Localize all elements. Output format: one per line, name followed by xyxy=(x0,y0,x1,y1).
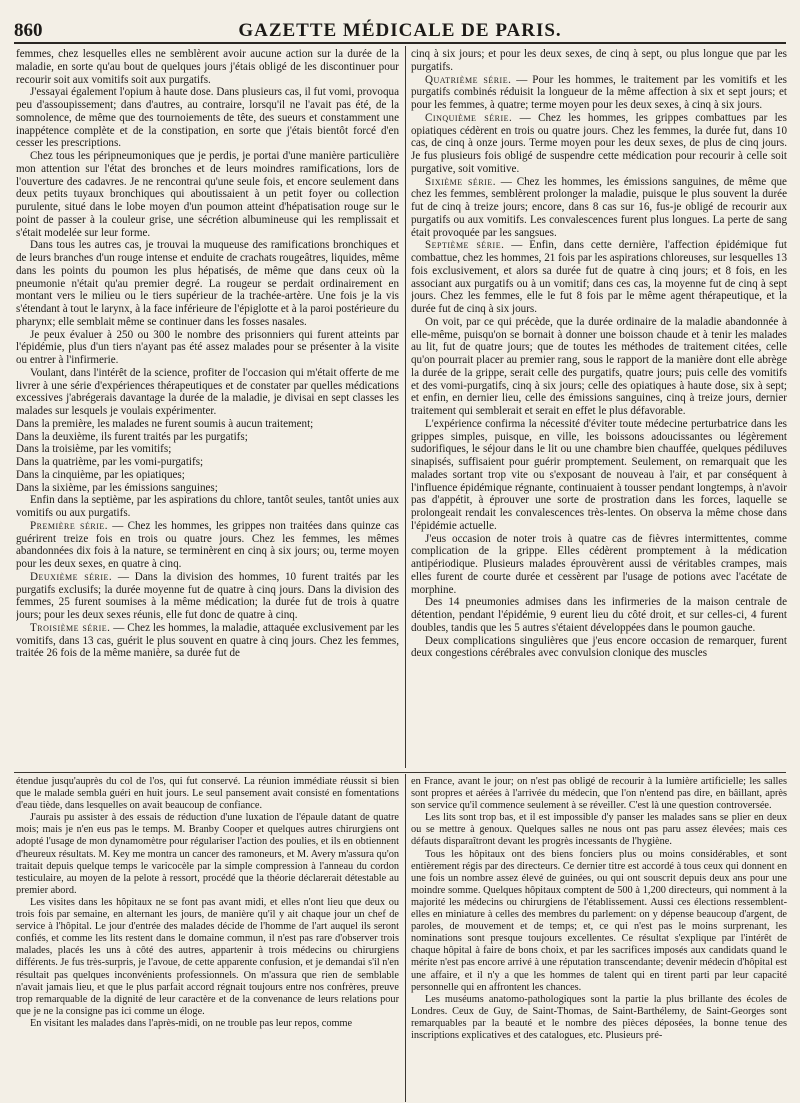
series-paragraph xyxy=(16,571,399,622)
section-divider xyxy=(14,772,786,773)
paragraph: On voit, par ce qui précède, que la durée ordinaire de la maladie abandonnée à elle-même, puisqu'on se bornait à donner une boisson chaude et à tenir les malades au lit, fut de quatre jours; que de toutes les méthodes de traitement citées, celle qu'on pourrait placer au premier rang, sous le rapport de la manière dont elle abrège la durée de la grippe, serait celle des purgatifs, quatre jours; puis celle des vomitifs et des vomi-purgatifs, cinq à six jours; celle des opiatiques à haute dose, six à sept; et enfin, en dernier lieu, celle des émissions sanguines, cinq à treize jours, dernier traitement qui semblerait et serait en effet le plus défavorable. xyxy=(411,315,787,417)
page-header xyxy=(14,16,786,44)
class-item: Dans la quatrième, par les vomi-purgatifs; xyxy=(16,456,204,468)
paragraph: Les visites dans les hôpitaux ne se font pas avant midi, et elles n'ont lieu que deux ou trois fois par semaine, en alternant les jours, de manière qu'il y ait chaque jour un chef de service à l'hôpital. Le jour d'entrée des malades décide de l'homme de l'art auquel ils seront confiés, et comme les lits restent dans le domaine commun, il n'est pas rare d'observer trois malades, placés les uns à côté des autres, appartenir à trois médecins ou chirurgiens différents. Je fus très-surpris, je l'avoue, de cette apparente confusion, et je demandai s'il n'en résultait pas quelques inconvénients professionnels. On m'assura que rien de semblable n'avait jamais lieu, et que le plus parfait accord régnait toujours entre nos confrères, preuve trop remarquable de la dignité de leur caractère et de la convenance de leurs relations pour que je ne la consigne pas ici comme un éloge. xyxy=(16,896,399,1017)
series-text: — Chez les hommes, les émissions sanguines, de même que chez les femmes, semblèrent prolonger la maladie, puisque le plus souvent la durée fut de cinq à treize jours; encore, dans 8 cas sur 16, fus-je obligé de recourir aux purgatifs ou aux vomitifs. Les convalescences furent plus longues. La perte de sang était provoquée par les sangsues. xyxy=(411,175,787,239)
class-item: Dans la troisième, par les vomitifs; xyxy=(16,443,172,456)
series-label: Première série. xyxy=(30,519,109,532)
series-label: Sixième série. xyxy=(425,175,496,188)
series-text: — Chez les hommes, les grippes combattues par les opiatiques cédèrent en trois ou quatre jours. Chez les femmes, la durée fut, dans 10 cas, de cinq à onze jours. Terme moyen pour les deux sexes, de plus de cinq jours. Je fus plusieurs fois obligé de suspendre cette médication pour recourir à celle soit purgative, soit vomitive. xyxy=(411,111,787,175)
series-paragraph xyxy=(411,239,787,316)
lower-right-column xyxy=(411,776,787,1100)
lower-column-divider xyxy=(405,774,406,1102)
paragraph: cinq à six jours; et pour les deux sexes, de cinq à sept, ou plus longue que par les purgatifs. xyxy=(411,48,787,73)
page-number: 860 xyxy=(14,20,43,41)
series-label: Deuxième série. xyxy=(30,570,113,583)
paragraph: J'essayai également l'opium à haute dose. Dans plusieurs cas, il fut vomi, provoqua peu d'assoupissement; dans d'autres, au contraire, lorsqu'il ne l'avait pas été, de la somnolence, de même que des tournoiements de tête, des sueurs et constamment une inappétence complète et de la constipation, en sorte que j'étais bientôt forcé d'en cesser les prescriptions. xyxy=(16,86,399,150)
series-label: Cinquième série. xyxy=(425,111,513,124)
paragraph: Chez tous les péripneumoniques que je perdis, je portai d'une manière particulière mon attention sur l'état des bronches et de leurs moindres ramifications, lors de l'ouverture des cadavres. Je ne rencontrai qu'une seule fois, et encore seulement dans deux petits tuyaux bronchiques qui aboutissaient à un petit foyer ou collection purulente, situé dans le lobe moyen d'un poumon atteint d'hépatisation rouge sur le point de passer à la couleur grise, une sécrétion albumineuse qui les remplissait et s'était modelée sur leur forme. xyxy=(16,150,399,239)
series-label: Quatrième série. xyxy=(425,73,512,86)
paragraph: J'aurais pu assister à des essais de réduction d'une luxation de l'épaule datant de quatre mois; mais je n'en eus pas le temps. M. Branby Cooper et quelques autres chirurgiens ont adopté l'usage de mon dynamomètre pour régulariser l'action des poulies, et ils en obtiennent d'heureux résultats. M. Key me montra un cancer des ramoneurs, et M. Avery m'assura qu'on traitait depuis quelque temps le varicocèle par la simple compression à l'anneau du cordon testiculaire, au moyen de la pelote à ressort, procédé que la théorie déclarerait détestable au premier abord. xyxy=(16,812,399,896)
series-text: — Chez les hommes, les grippes non traitées dans quinze cas guérirent treize fois en trois ou quatre jours. Chez les femmes, les mêmes abandonnées dix fois à la nature, se terminèrent en cinq à six jours; ou, terme moyen pour les deux sexes, en quatre à cinq. xyxy=(16,519,399,570)
series-label: Septième série. xyxy=(425,239,505,252)
upper-left-column xyxy=(16,48,399,766)
series-text: — Chez les hommes, la maladie, attaquée exclusivement par les vomitifs, dans 13 cas, guérit le plus souvent en quatre à cinq jours. Chez les femmes, traitée 26 fois de la même manière, sa durée fut de xyxy=(16,621,399,660)
paragraph: femmes, chez lesquelles elles ne semblèrent avoir aucune action sur la durée de la maladie, en sorte qu'au bout de quelques jours j'étais obligé de les discontinuer pour recourir soit aux vomitifs soit aux purgatifs. xyxy=(16,48,399,86)
paragraph: Des 14 pneumonies admises dans les infirmeries de la maison centrale de détention, pendant l'épidémie, 9 eurent lieu du côté droit, et sur celles-ci, 4 furent doubles, tandis que les 5 autres s'étaient développées dans le poumon gauche. xyxy=(411,596,787,634)
upper-column-divider xyxy=(405,46,406,768)
journal-title: GAZETTE MÉDICALE DE PARIS. xyxy=(238,20,562,41)
series-paragraph xyxy=(411,112,787,176)
paragraph: Tous les hôpitaux ont des biens fonciers plus ou moins considérables, et sont entièrement régis par des directeurs. Ce dernier titre est accordé à tous ceux qui donnent en une fois un nombre assez élevé de guinées, ou qui ont souscrit depuis deux ans pour une moindre somme. Quelques hôpitaux comptent de 500 à 1,200 directeurs, qui nomment à la majorité les médecins ou chirurgiens de l'établissement. Aussi ces élections ressemblent-elles en miniature à celles des membres du parlement: on y dépense beaucoup d'argent, de paroles, de mouvement et de temps; et, ce qui n'est pas le moins surprenant, les nominations sont presque toujours excellentes. Ce résultat s'explique par l'intérêt de chaque hôpital à faire de bons choix, et par les sacrifices imposés aux candidats quand le mérite n'est pas encore arrivé à une réputation transcendante; devenir médecin d'hôpital est une affaire, et il n'y a que les hommes de talent qui en tirent parti par leur capacité personnelle qui en affrontent les chances. xyxy=(411,848,787,993)
class-item: Dans la première, les malades ne furent soumis à aucun traitement; xyxy=(16,417,314,430)
class-item: Dans la deuxième, ils furent traités par les purgatifs; xyxy=(16,430,248,443)
paragraph: Deux complications singulières que j'eus encore occasion de remarquer, furent deux congestions cérébrales avec convulsion clonique des muscles xyxy=(411,634,787,660)
paragraph: En visitant les malades dans l'après-midi, on ne trouble pas leur repos, comme xyxy=(30,1017,353,1029)
series-text: — Dans la division des hommes, 10 furent traités par les purgatifs exclusifs; la durée moyenne fut de quatre à cinq jours. Dans la division des femmes, 25 furent soumises à la même médication; la durée fut de trois à quatre jours; pour les deux sexes réunis, elle fut donc de quatre à cinq. xyxy=(16,570,399,621)
series-text: — Pour les hommes, le traitement par les vomitifs et les purgatifs combinés réduisit la longueur de la même affection à six et sept jours; et pour les femmes, à quatre; terme moyen pour les deux sexes, à cinq à six jours. xyxy=(411,73,787,111)
class-item: Enfin dans la septième, par les aspirations du chlore, tantôt seules, tantôt unies aux vomitifs ou aux purgatifs. xyxy=(16,494,399,519)
paragraph: étendue jusqu'auprès du col de l'os, qui fut conservé. La réunion immédiate réussit si bien que le malade sembla guéri en huit jours. Le seul pansement avait consisté en fomentations d'eau tiède, dans lesquelles on avait beaucoup de confiance. xyxy=(16,776,399,812)
class-item: Dans la sixième, par les émissions sanguines; xyxy=(16,481,218,494)
paragraph: Voulant, dans l'intérêt de la science, profiter de l'occasion qui m'était offerte de me livrer à une série d'expériences thérapeutiques et de constater par quelles médications excessives j'abrégerais davantage la durée de la maladie, je divisai en sept classes les malades sur lesquels je voulais expérimenter. xyxy=(16,366,399,417)
upper-right-column xyxy=(411,48,787,766)
series-paragraph xyxy=(411,74,787,112)
series-paragraph xyxy=(411,176,787,240)
lower-left-column xyxy=(16,776,399,1100)
paragraph: Les muséums anatomo-pathologiques sont la partie la plus brillante des écoles de Londres. Ceux de Guy, de Saint-Thomas, de Saint-Barthélemy, de Saint-Georges sont remarquables par la beauté et le nombre des pièces déposées, la bonne tenue des inscriptions explicatives et des catalogues, etc. Plusieurs pré- xyxy=(411,993,787,1041)
paragraph: Dans tous les autres cas, je trouvai la muqueuse des ramifications bronchiques et de leurs branches d'un rouge intense et enduite de crachats rougeâtres, liquides, même dans les points du poumon les plus hépatisés, de même que dans ceux où la pneumonie n'était qu'au premier degré. La rougeur se perdait ordinairement en montant vers le milieu ou le tiers supérieur de la trachée-artère. Une fois je la vis s'étendant à tout le larynx, à la face inférieure de l'épiglotte et à la paroi postérieure du pharynx; elle semblait même se continuer dans les fosses nasales. xyxy=(16,239,399,328)
series-label: Troisième série. xyxy=(30,621,111,634)
paragraph: L'expérience confirma la nécessité d'éviter toute médecine perturbatrice dans les grippes simples, puisque, en ville, les boissons adoucissantes ou légèrement sudorifiques, le séjour dans le lit ou une chambre bien chauffée, quelques pédiluves sinapisés, suffisaient pour guérir promptement. Seulement, on remarquait que les malades sortant trop vite ou s'exposant de nouveau à l'air, et par conséquent à l'influence épidémique régnante, continuaient à tousser pendant longtemps, à n'avoir pas d'appétit, à éprouver une sorte de prostration dans les forces, laquelle se prolongeait rendait les convalescences très-lentes. On observa la même chose dans l'épidémie actuelle. xyxy=(411,417,787,532)
series-paragraph xyxy=(16,622,399,660)
series-paragraph xyxy=(16,520,399,571)
series-text: — Enfin, dans cette dernière, l'affection épidémique fut combattue, chez les hommes, 21 fois par les aspirations chloreuses, sur lesquelles 13 fois exclusivement, et alors sa durée fut de quatre à cinq jours; et 8 fois, en les associant aux purgatifs ou à un vomitif; dans ces cas, la moyenne fut de cinq à sept jours. Chez les femmes, elle le fut 8 fois par le même agent thérapeutique, et la durée fut de cinq à six jours. xyxy=(411,239,787,315)
class-item: Dans la cinquième, par les opiatiques; xyxy=(16,468,185,481)
paragraph: Je peux évaluer à 250 ou 300 le nombre des prisonniers qui furent atteints par l'épidémie, plus d'un tiers n'ayant pas été assez malades pour se présenter à la visite ou entrer à l'infirmerie. xyxy=(16,328,399,366)
paragraph: J'eus occasion de noter trois à quatre cas de fièvres intermittentes, comme complication de la grippe. Elles cédèrent promptement à la médication antipériodique. Plusieurs malades éprouvèrent aussi de véritables crampes, mais elles furent de courte durée et cessèrent par l'usage de potions avec l'acétate de morphine. xyxy=(411,532,787,596)
paragraph: Les lits sont trop bas, et il est impossible d'y panser les malades sans se plier en deux ou se mettre à genoux. Quelques salles ne nous ont pas paru assez élevées; mais ces défauts disparaîtront devant les progrès incessants de l'hygiène. xyxy=(411,812,787,848)
paragraph: en France, avant le jour; on n'est pas obligé de recourir à la lumière artificielle; les salles sont propres et aérées à l'arrivée du médecin, que l'on n'entend pas dire, en bâillant, après son service qu'il commence seulement à se réveiller. C'est là une question controversée. xyxy=(411,776,787,812)
